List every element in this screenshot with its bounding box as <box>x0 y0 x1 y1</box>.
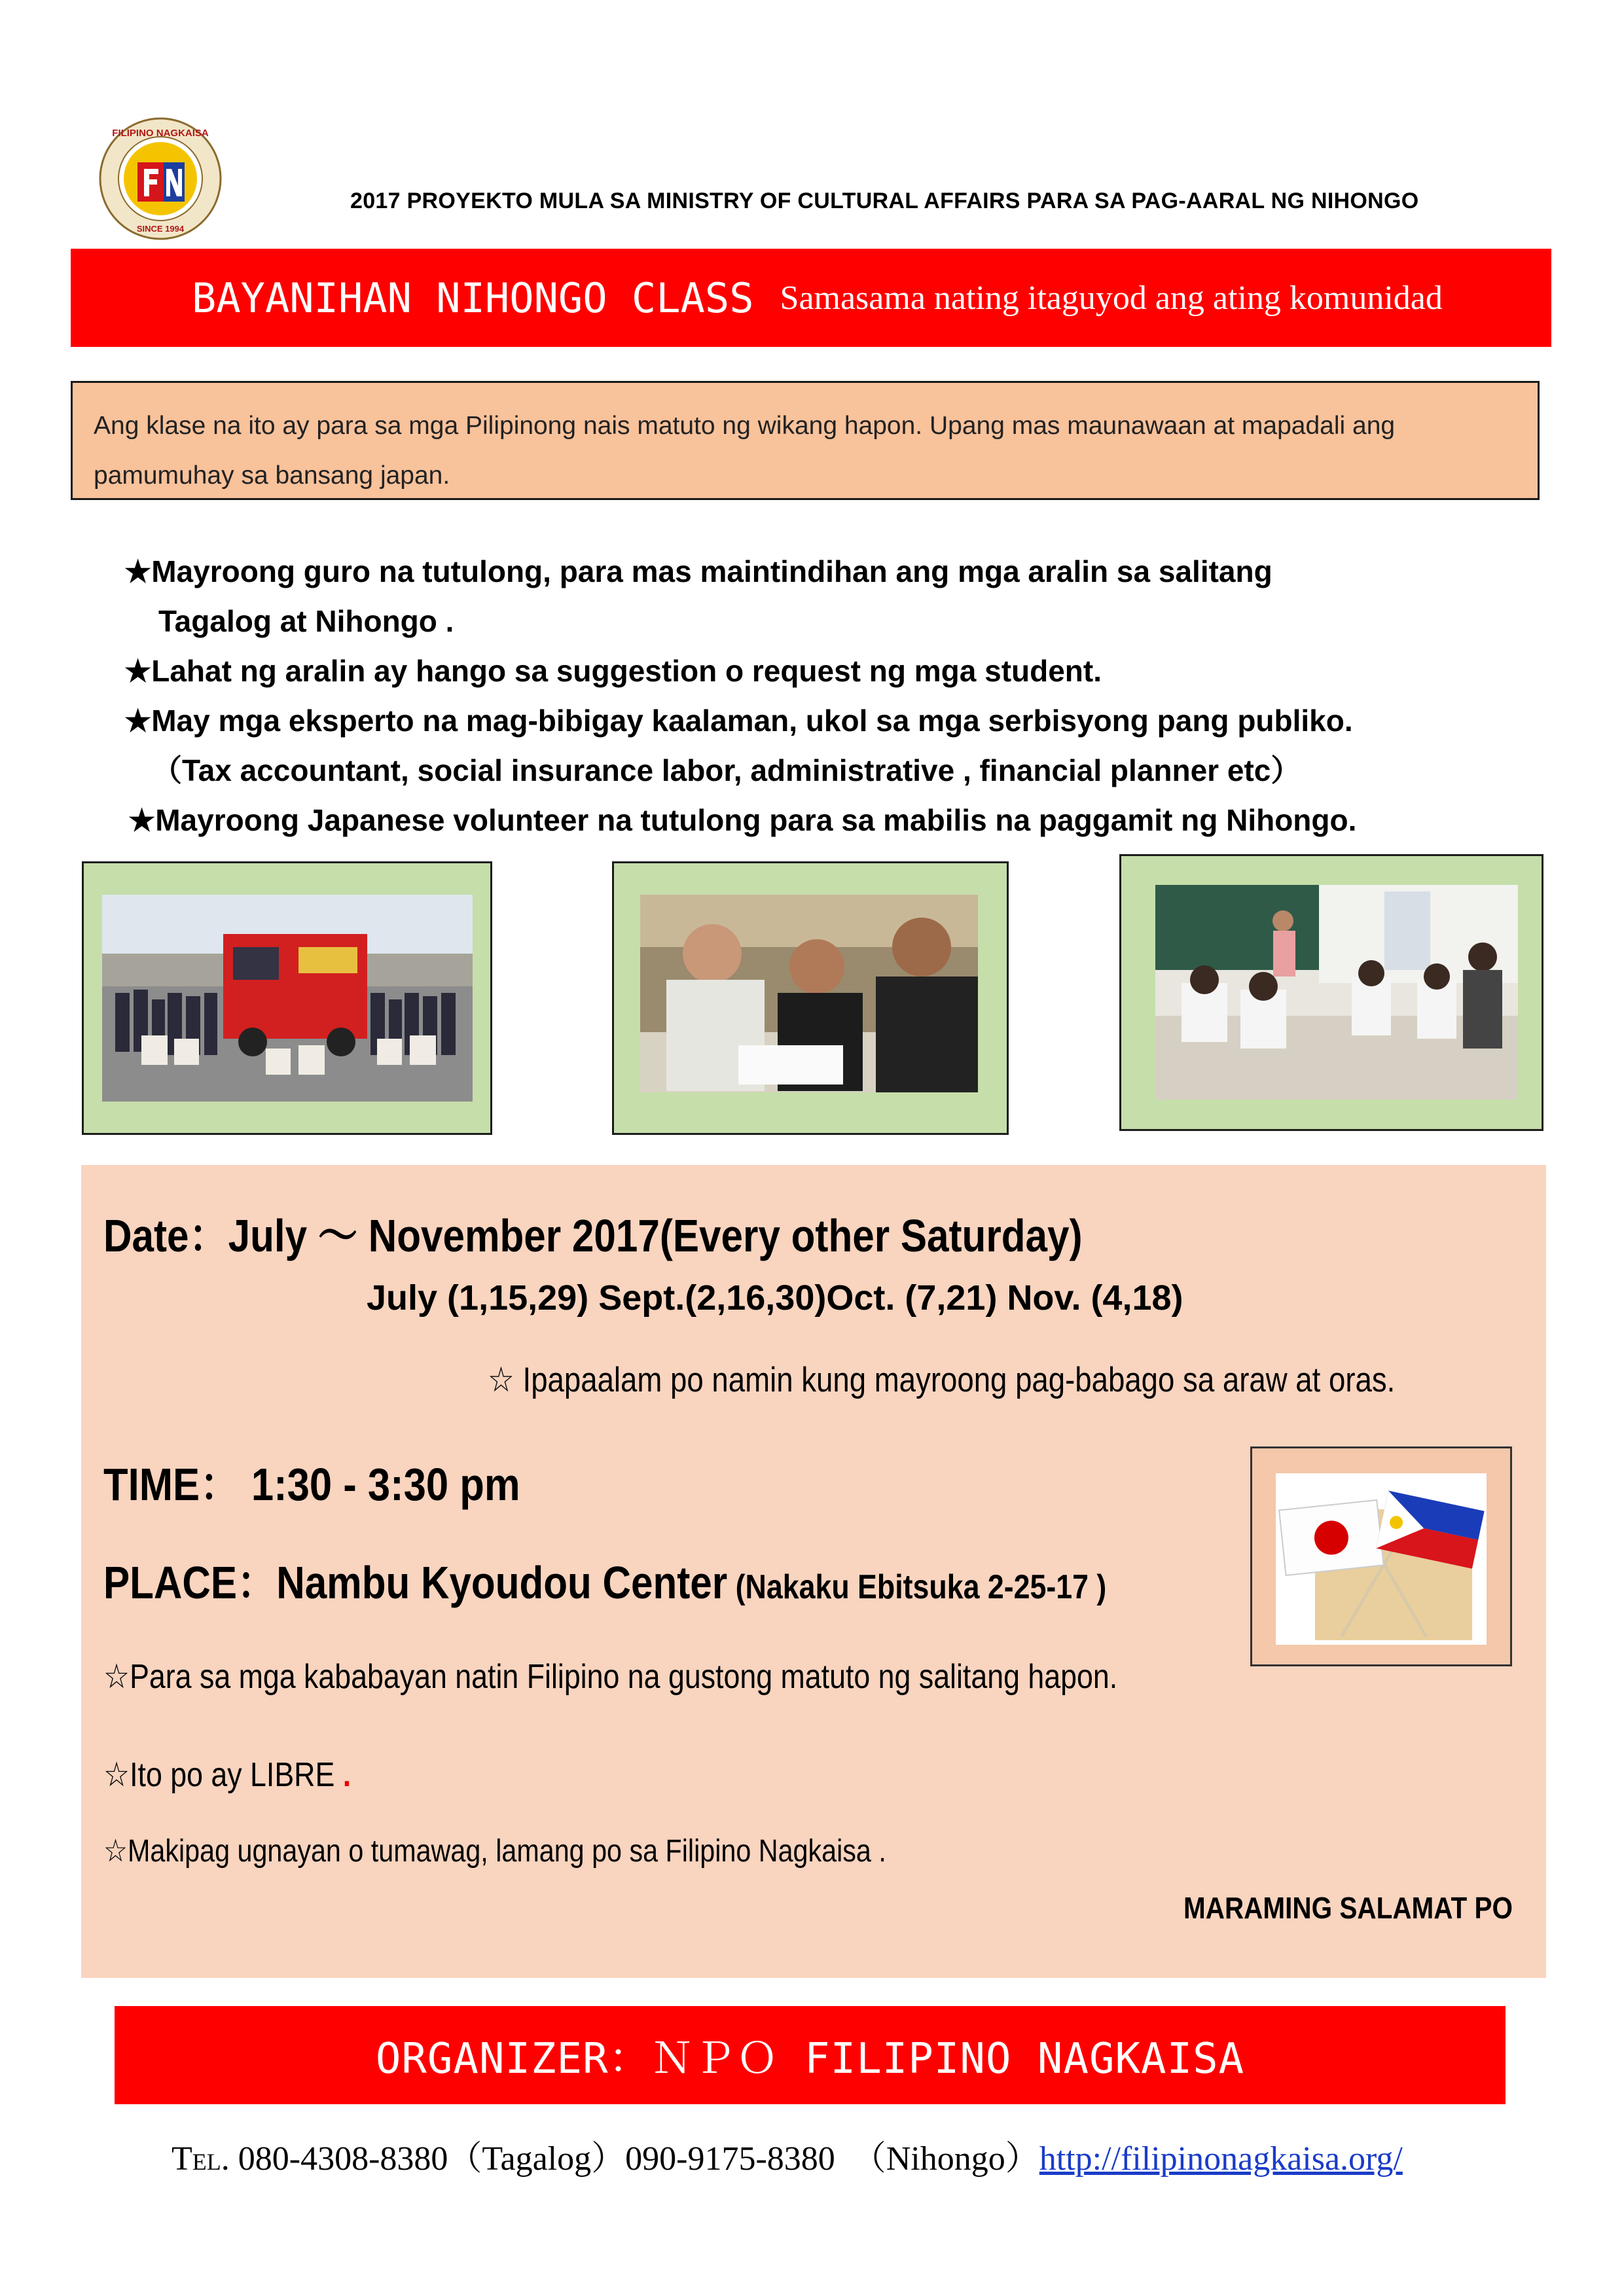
svg-text:SINCE 1994: SINCE 1994 <box>136 224 185 234</box>
photo-frame-studying <box>612 861 1009 1135</box>
time-line: TIME： 1:30 - 3:30 pm <box>103 1459 520 1510</box>
feature-list <box>124 547 1538 845</box>
organizer-text: ORGANIZER：ＮＰＯ FILIPINO NAGKAISA <box>375 2035 1245 2083</box>
banner-subtitle: Samasama nating itaguyod ang ating komunidad <box>780 279 1443 317</box>
photo-students-studying <box>640 895 978 1092</box>
photo-frame-classroom <box>1119 854 1543 1131</box>
feature-item: ★Mayroong guro na tutulong, para mas maintindihan ang mga aralin sa salitang <box>124 554 1272 588</box>
audience-note: ☆Para sa mga kababayan natin Filipino na gustong matuto ng salitang hapon. <box>103 1658 1118 1696</box>
organizer-banner <box>115 2006 1506 2104</box>
svg-text:FILIPINO NAGKAISA: FILIPINO NAGKAISA <box>112 128 209 139</box>
title-banner <box>71 249 1551 347</box>
photo-fire-truck-group <box>102 895 473 1102</box>
banner-title: BAYANIHAN NIHONGO CLASS <box>192 274 754 322</box>
date-line: Date：July ～ November 2017(Every other Saturday) <box>103 1210 1083 1261</box>
website-link[interactable]: http://filipinonagkaisa.org/ <box>1039 2140 1403 2178</box>
feature-item-continued: （Tax accountant, social insurance labor, administrative , financial planner etc） <box>152 753 1301 787</box>
thanks-text: MARAMING SALAMAT PO <box>1183 1891 1513 1925</box>
intro-box: Ang klase na ito ay para sa mga Pilipinong nais matuto ng wikang hapon. Upang mas maunawaan at mapadali ang pamumuhay sa bansang japan. <box>71 381 1540 500</box>
feature-item: ★Lahat ng aralin ay hango sa suggestion o request ng mga student. <box>124 654 1102 688</box>
feature-item: ★May mga eksperto na mag-bibigay kaalaman, ukol sa mga serbisyong pang publiko. <box>124 704 1353 738</box>
red-period: . <box>342 1756 352 1794</box>
feature-item-continued: Tagalog at Nihongo . <box>158 604 454 638</box>
photo-classroom <box>1155 885 1518 1100</box>
flags-picture-frame <box>1250 1446 1512 1666</box>
schedule-change-notice: ☆ Ipapaalam po namin kung mayroong pag-babago sa araw at oras. <box>488 1361 1396 1399</box>
free-note-text: ☆Ito po ay LIBRE <box>103 1756 335 1794</box>
japan-philippines-flags-image <box>1276 1473 1487 1645</box>
contact-note: ☆Makipag ugnayan o tumawag, lamang po sa Filipino Nagkaisa . <box>103 1834 886 1869</box>
tel-label: Tel. <box>171 2140 230 2178</box>
contact-line <box>171 2130 1403 2179</box>
session-dates: July (1,15,29) Sept.(2,16,30)Oct. (7,21) Nov. (4,18) <box>367 1278 1183 1318</box>
feature-item: ★Mayroong Japanese volunteer na tutulong para sa mabilis na paggamit ng Nihongo. <box>128 803 1357 837</box>
place-name: PLACE：Nambu Kyoudou Center <box>103 1557 728 1608</box>
filipino-nagkaisa-logo <box>98 117 223 241</box>
phone-numbers: 080-4308-8380（Tagalog）090-9175-8380 （Nihongo） <box>229 2140 1039 2178</box>
place-line <box>103 1546 1106 1612</box>
project-caption: 2017 PROYEKTO MULA SA MINISTRY OF CULTURAL AFFAIRS PARA SA PAG-AARAL NG NIHONGO <box>350 188 1419 213</box>
free-note <box>103 1755 351 1795</box>
photo-frame-fire-truck <box>82 861 492 1135</box>
place-address: (Nakaku Ebitsuka 2-25-17 ) <box>727 1568 1107 1606</box>
